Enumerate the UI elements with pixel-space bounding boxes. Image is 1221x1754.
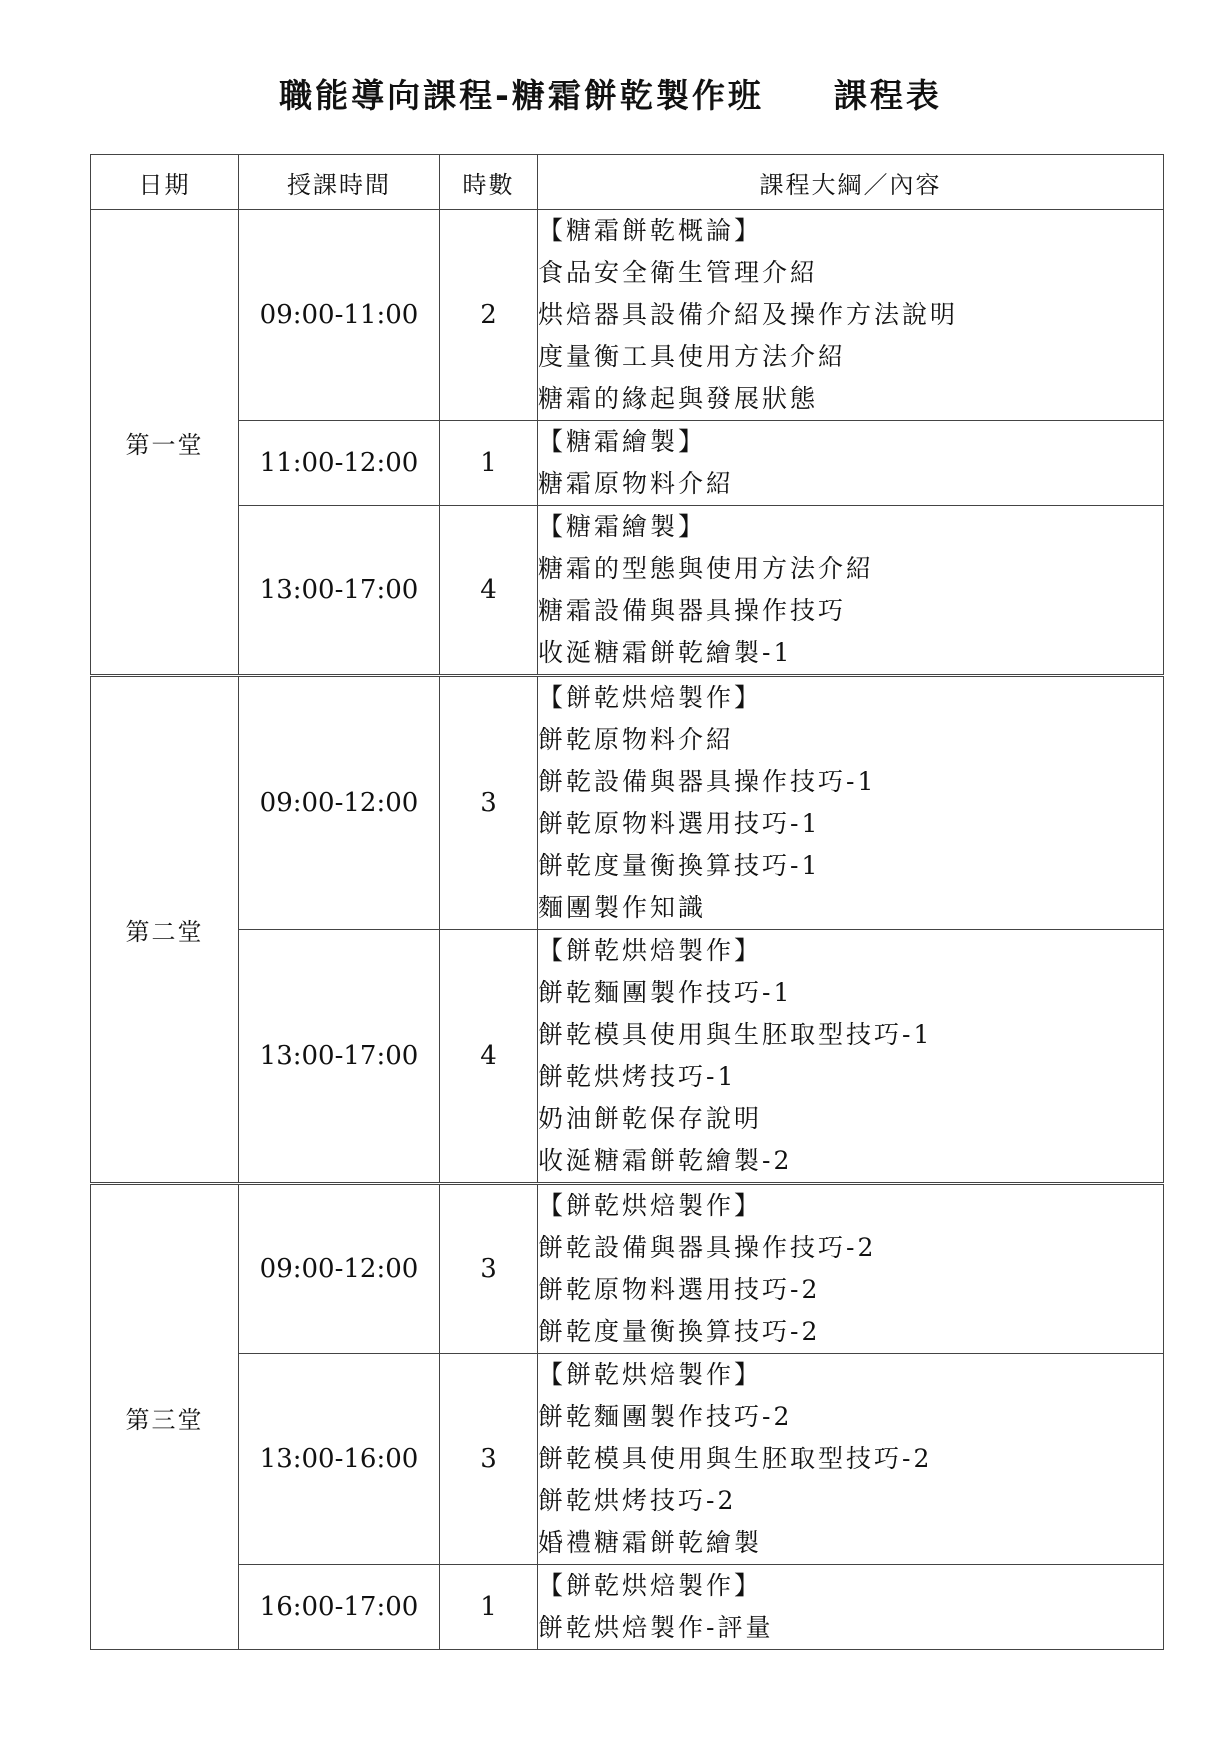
hours-cell: 3 <box>440 676 538 930</box>
title-main: 職能導向課程-糖霜餅乾製作班 <box>279 76 764 115</box>
content-cell <box>538 506 1164 676</box>
content-line: 度量衡工具使用方法介紹 <box>538 342 847 371</box>
session-label: 第二堂 <box>91 676 239 1184</box>
table-row <box>91 210 1164 421</box>
schedule-body <box>91 210 1164 1650</box>
content-line: 餅乾度量衡換算技巧-2 <box>538 1317 821 1346</box>
table-row <box>91 1354 1164 1565</box>
hours-cell: 1 <box>440 421 538 506</box>
time-cell: 16:00-17:00 <box>239 1565 440 1650</box>
content-line: 【糖霜餅乾概論】 <box>538 216 763 245</box>
content-line: 【餅乾烘焙製作】 <box>538 683 763 712</box>
content-line: 餅乾烘焙製作-評量 <box>538 1613 774 1642</box>
content-line: 糖霜原物料介紹 <box>538 469 735 498</box>
table-row <box>91 676 1164 930</box>
content-cell <box>538 930 1164 1184</box>
hours-cell: 1 <box>440 1565 538 1650</box>
content-cell <box>538 421 1164 506</box>
content-cell <box>538 676 1164 930</box>
content-line: 婚禮糖霜餅乾繪製 <box>538 1528 763 1557</box>
content-line: 【糖霜繪製】 <box>538 427 707 456</box>
content-cell <box>538 1184 1164 1354</box>
content-line: 餅乾原物料介紹 <box>538 725 735 754</box>
content-line: 餅乾麵團製作技巧-1 <box>538 978 793 1007</box>
header-date: 日期 <box>91 155 239 210</box>
content-line: 餅乾原物料選用技巧-1 <box>538 809 821 838</box>
content-line: 收涎糖霜餅乾繪製-1 <box>538 638 793 667</box>
time-cell: 13:00-17:00 <box>239 506 440 676</box>
header-row <box>91 155 1164 210</box>
content-line: 餅乾烘烤技巧-2 <box>538 1486 737 1515</box>
content-line: 【糖霜繪製】 <box>538 512 707 541</box>
content-line: 麵團製作知識 <box>538 893 707 922</box>
content-line: 餅乾模具使用與生胚取型技巧-1 <box>538 1020 933 1049</box>
content-line: 【餅乾烘焙製作】 <box>538 1571 763 1600</box>
table-row <box>91 421 1164 506</box>
schedule-table <box>90 154 1164 1650</box>
time-cell: 09:00-12:00 <box>239 676 440 930</box>
time-cell: 13:00-17:00 <box>239 930 440 1184</box>
content-line: 烘焙器具設備介紹及操作方法說明 <box>538 300 959 329</box>
hours-cell: 4 <box>440 506 538 676</box>
hours-cell: 3 <box>440 1354 538 1565</box>
session-label: 第三堂 <box>91 1184 239 1650</box>
content-line: 餅乾度量衡換算技巧-1 <box>538 851 821 880</box>
table-row <box>91 506 1164 676</box>
content-line: 食品安全衛生管理介紹 <box>538 258 819 287</box>
table-row <box>91 930 1164 1184</box>
table-row <box>91 1565 1164 1650</box>
header-time: 授課時間 <box>239 155 440 210</box>
page-title <box>0 70 1221 117</box>
content-line: 【餅乾烘焙製作】 <box>538 936 763 965</box>
content-line: 【餅乾烘焙製作】 <box>538 1191 763 1220</box>
content-line: 餅乾設備與器具操作技巧-1 <box>538 767 877 796</box>
content-line: 糖霜設備與器具操作技巧 <box>538 596 847 625</box>
time-cell: 11:00-12:00 <box>239 421 440 506</box>
content-line: 奶油餅乾保存說明 <box>538 1104 763 1133</box>
time-cell: 13:00-16:00 <box>239 1354 440 1565</box>
header-hours: 時數 <box>440 155 538 210</box>
content-line: 收涎糖霜餅乾繪製-2 <box>538 1146 793 1175</box>
content-line: 糖霜的緣起與發展狀態 <box>538 384 819 413</box>
content-cell <box>538 1354 1164 1565</box>
title-suffix: 課程表 <box>833 76 942 115</box>
content-line: 餅乾原物料選用技巧-2 <box>538 1275 821 1304</box>
content-line: 餅乾麵團製作技巧-2 <box>538 1402 793 1431</box>
hours-cell: 3 <box>440 1184 538 1354</box>
hours-cell: 4 <box>440 930 538 1184</box>
content-line: 【餅乾烘焙製作】 <box>538 1360 763 1389</box>
header-content: 課程大綱／內容 <box>538 155 1164 210</box>
content-line: 餅乾烘烤技巧-1 <box>538 1062 737 1091</box>
table-row <box>91 1184 1164 1354</box>
hours-cell: 2 <box>440 210 538 421</box>
content-cell <box>538 1565 1164 1650</box>
content-cell <box>538 210 1164 421</box>
time-cell: 09:00-12:00 <box>239 1184 440 1354</box>
time-cell: 09:00-11:00 <box>239 210 440 421</box>
session-label: 第一堂 <box>91 210 239 676</box>
content-line: 餅乾模具使用與生胚取型技巧-2 <box>538 1444 933 1473</box>
content-line: 糖霜的型態與使用方法介紹 <box>538 554 875 583</box>
content-line: 餅乾設備與器具操作技巧-2 <box>538 1233 877 1262</box>
